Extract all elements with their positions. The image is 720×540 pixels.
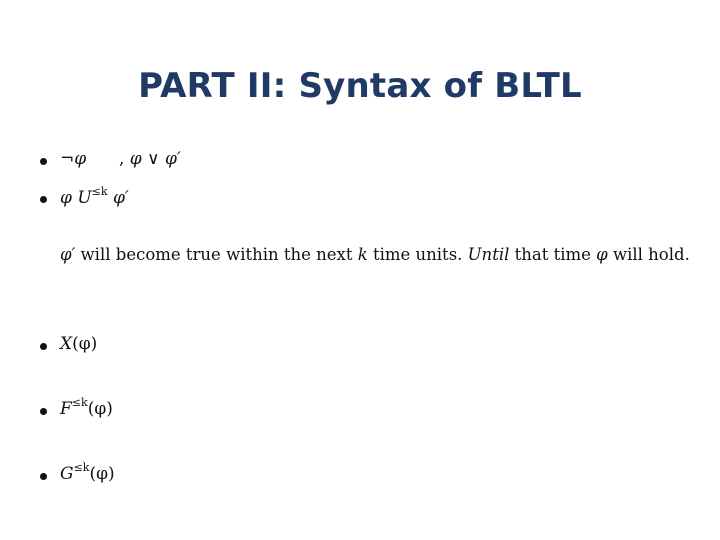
bullet-dot <box>40 196 47 203</box>
bullet-dot <box>40 408 47 415</box>
phi-symbol: φ <box>596 245 608 264</box>
syntax-bounded-future <box>60 396 113 419</box>
description-text: will become true within the next <box>75 245 358 264</box>
operator-argument: (φ) <box>72 334 98 354</box>
slide-title: PART II: Syntax of BLTL <box>138 66 582 106</box>
description-text: will hold. <box>607 245 690 264</box>
bullet-dot <box>40 473 47 480</box>
syntax-bounded-until <box>60 185 129 208</box>
bullet-dot <box>40 158 47 165</box>
syntax-next <box>60 334 97 354</box>
syntax-negation-disjunction <box>60 149 181 169</box>
phi-prime-symbol: φ′ <box>60 245 76 264</box>
time-bound: ≤k <box>91 185 108 198</box>
description-text: that time <box>509 245 597 264</box>
syntax-bounded-globally <box>60 461 115 484</box>
phi-symbol: φ <box>60 188 72 208</box>
bullet-dot <box>40 343 47 350</box>
future-operator: F <box>60 399 72 419</box>
phi-prime-symbol: φ′ <box>164 149 181 169</box>
or-symbol: ∨ <box>147 149 160 169</box>
phi-prime-symbol: φ′ <box>112 188 129 208</box>
phi-symbol: φ <box>74 149 87 169</box>
operator-argument: (φ) <box>89 464 115 484</box>
until-operator: U <box>77 188 92 208</box>
next-operator: X <box>60 334 73 354</box>
until-description <box>60 243 710 267</box>
operator-argument: (φ) <box>87 399 113 419</box>
globally-operator: G <box>60 464 74 484</box>
time-bound: ≤k <box>73 461 90 474</box>
phi-symbol: φ <box>129 149 142 169</box>
not-symbol: ¬ <box>60 149 75 169</box>
separator-comma: , <box>118 149 125 169</box>
description-text: time units. <box>367 245 468 264</box>
k-symbol: k <box>357 245 368 264</box>
time-bound: ≤k <box>71 396 88 409</box>
until-emphasis: Until <box>467 245 510 264</box>
